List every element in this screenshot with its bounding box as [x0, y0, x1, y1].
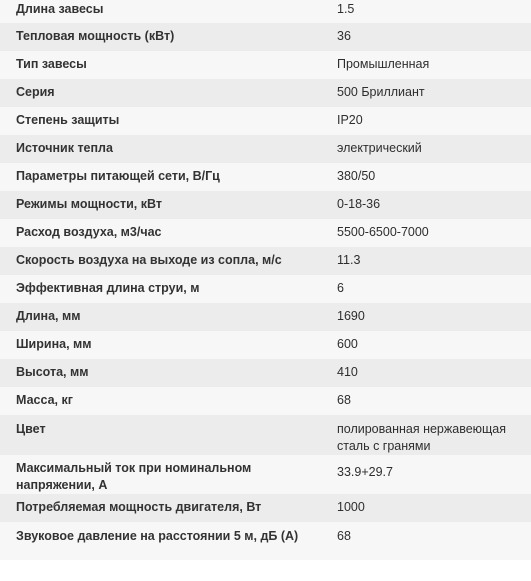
spec-row-air-flow [0, 219, 531, 247]
spec-value: электрический [326, 135, 531, 163]
spec-row-height [0, 359, 531, 387]
spec-value: 68 [326, 387, 531, 415]
spec-value: 11.3 [326, 247, 531, 275]
spec-name: Тепловая мощность (кВт) [0, 23, 326, 51]
spec-name: Серия [0, 79, 326, 107]
spec-row-power-modes [0, 191, 531, 219]
spec-value: 68 [326, 522, 531, 560]
spec-value: 1000 [326, 494, 531, 522]
spec-row-sound-pressure [0, 522, 531, 560]
spec-name: Степень защиты [0, 107, 326, 135]
spec-name: Масса, кг [0, 387, 326, 415]
spec-name: Режимы мощности, кВт [0, 191, 326, 219]
spec-row-heat-power [0, 23, 531, 51]
spec-row-heat-source [0, 135, 531, 163]
spec-value: 36 [326, 23, 531, 51]
spec-name: Цвет [0, 415, 326, 455]
spec-name: Расход воздуха, м3/час [0, 219, 326, 247]
spec-value: 33.9+29.7 [326, 455, 531, 494]
spec-name: Высота, мм [0, 359, 326, 387]
spec-row-motor-power [0, 494, 531, 522]
spec-value: 410 [326, 359, 531, 387]
spec-row-max-current [0, 455, 531, 494]
spec-value: Промышленная [326, 51, 531, 79]
spec-row-air-speed [0, 247, 531, 275]
spec-name: Источник тепла [0, 135, 326, 163]
spec-row-curtain-type [0, 51, 531, 79]
spec-name: Звуковое давление на расстоянии 5 м, дБ (А) [0, 522, 326, 560]
spec-name: Ширина, мм [0, 331, 326, 359]
spec-value: 1690 [326, 303, 531, 331]
spec-name: Эффективная длина струи, м [0, 275, 326, 303]
spec-row-protection-class [0, 107, 531, 135]
spec-name: Длина завесы [0, 0, 326, 23]
spec-value: 500 Бриллиант [326, 79, 531, 107]
spec-name: Параметры питающей сети, В/Гц [0, 163, 326, 191]
spec-value: полированная нержавеющая сталь с гранями [326, 415, 531, 455]
spec-row-curtain-length [0, 0, 531, 23]
spec-row-weight [0, 387, 531, 415]
spec-row-color [0, 415, 531, 455]
spec-value: 600 [326, 331, 531, 359]
spec-row-jet-length [0, 275, 531, 303]
spec-name: Тип завесы [0, 51, 326, 79]
spec-value: 380/50 [326, 163, 531, 191]
spec-row-power-supply [0, 163, 531, 191]
spec-row-length [0, 303, 531, 331]
spec-row-series [0, 79, 531, 107]
spec-name: Скорость воздуха на выходе из сопла, м/с [0, 247, 326, 275]
spec-name: Длина, мм [0, 303, 326, 331]
spec-value: IP20 [326, 107, 531, 135]
spec-name: Потребляемая мощность двигателя, Вт [0, 494, 326, 522]
spec-value: 0-18-36 [326, 191, 531, 219]
spec-value: 1.5 [326, 0, 531, 23]
spec-value: 5500-6500-7000 [326, 219, 531, 247]
spec-row-width [0, 331, 531, 359]
spec-value: 6 [326, 275, 531, 303]
spec-name: Максимальный ток при номинальном напряжении, А [0, 455, 326, 494]
